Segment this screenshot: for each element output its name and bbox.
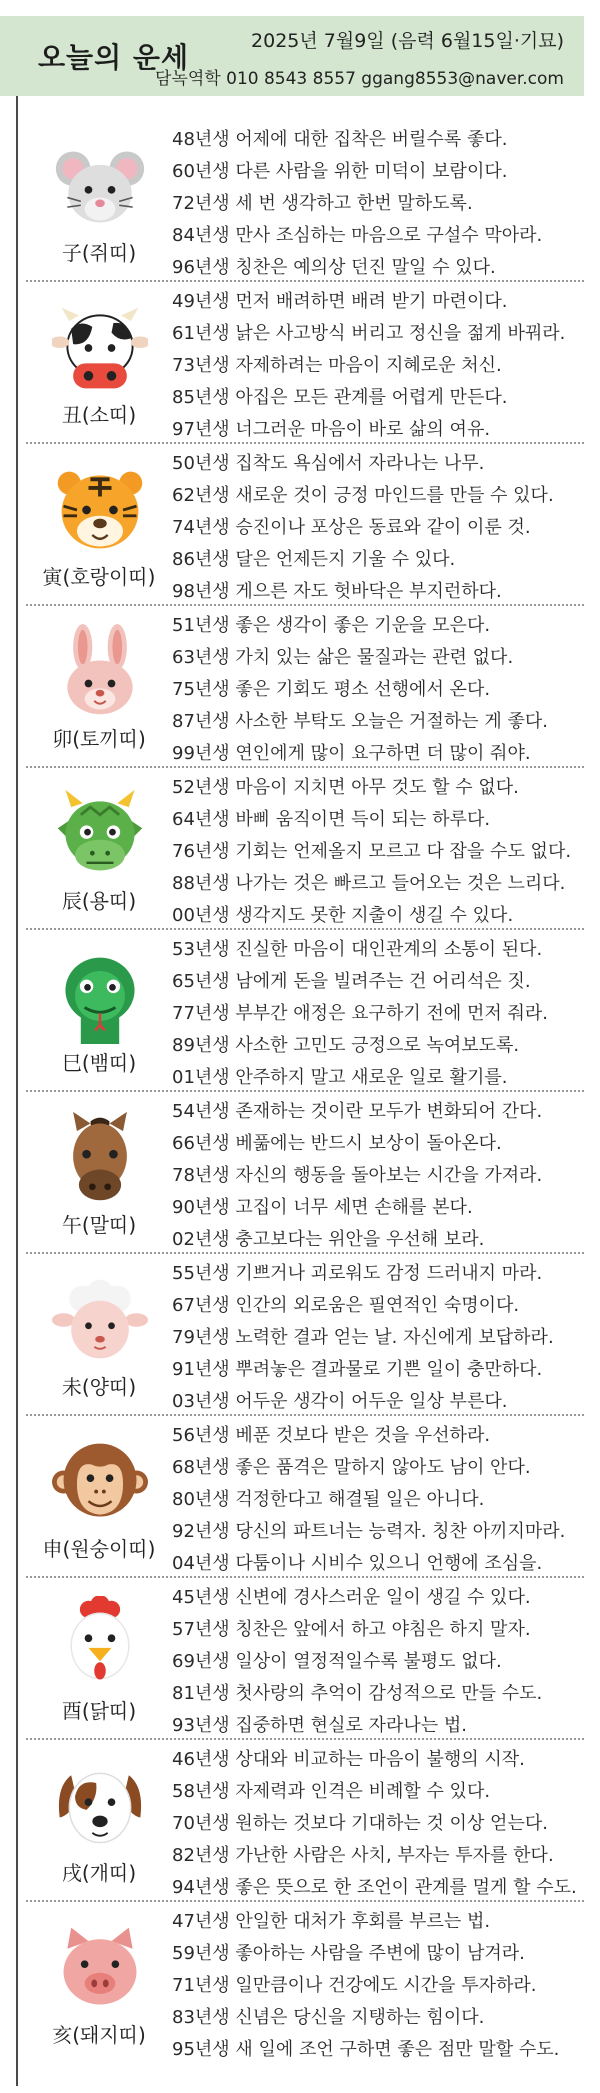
fortune-line: 92년생 당신의 파트너는 능력자. 칭찬 아끼지마라. (172, 1521, 566, 1542)
zodiac-section (0, 1578, 600, 1740)
fortune-line: 75년생 좋은 기회도 평소 선행에서 온다. (172, 679, 491, 700)
rabbit-icon (52, 624, 148, 720)
fortune-line: 62년생 새로운 것이 긍정 마인드를 만들 수 있다. (172, 485, 554, 506)
pig-icon (52, 1920, 148, 2016)
fortune-line: 67년생 인간의 외로움은 필연적인 숙명이다. (172, 1295, 520, 1316)
zodiac-section (0, 1254, 600, 1416)
fortune-line: 60년생 다른 사람을 위한 미덕이 보람이다. (172, 161, 508, 182)
zodiac-label: 酉(닭띠) (61, 1699, 137, 1723)
fortune-lines (172, 610, 582, 770)
fortune-line: 59년생 좋아하는 사람을 주변에 많이 남겨라. (172, 1943, 525, 1964)
tiger-icon (52, 462, 148, 558)
fortune-lines (172, 1420, 582, 1580)
fortune-line: 76년생 기회는 언제올지 모르고 다 잡을 수도 없다. (172, 841, 572, 862)
fortune-line: 56년생 베푼 것보다 받은 것을 우선하라. (172, 1425, 491, 1446)
fortune-line: 97년생 너그러운 마음이 바로 삶의 여유. (172, 419, 491, 440)
fortune-line: 63년생 가치 있는 삶은 물질과는 관련 없다. (172, 647, 514, 668)
zodiac-section (0, 1092, 600, 1254)
contact-line: 담녹역학 010 8543 8557 ggang8553@naver.com (155, 69, 564, 89)
zodiac-list (0, 120, 600, 2064)
ox-icon (52, 300, 148, 396)
fortune-lines (172, 448, 582, 608)
horse-icon (52, 1110, 148, 1206)
fortune-line: 72년생 세 번 생각하고 한번 말하도록. (172, 193, 473, 214)
fortune-line: 82년생 가난한 사람은 사치, 부자는 투자를 한다. (172, 1845, 554, 1866)
fortune-lines (172, 1906, 582, 2066)
fortune-line: 45년생 신변에 경사스러운 일이 생길 수 있다. (172, 1587, 531, 1608)
fortune-line: 57년생 칭찬은 앞에서 하고 야침은 하지 말자. (172, 1619, 531, 1640)
fortune-line: 90년생 고집이 너무 세면 손해를 본다. (172, 1197, 473, 1218)
fortune-line: 84년생 만사 조심하는 마음으로 구설수 막아라. (172, 225, 543, 246)
fortune-line: 64년생 바삐 움직이면 득이 되는 하루다. (172, 809, 491, 830)
zodiac-label: 巳(뱀띠) (61, 1051, 137, 1075)
fortune-lines (172, 934, 582, 1094)
sheep-icon (52, 1272, 148, 1368)
fortune-lines (172, 772, 582, 932)
monkey-icon (52, 1434, 148, 1530)
fortune-line: 54년생 존재하는 것이란 모두가 변화되어 간다. (172, 1101, 543, 1122)
fortune-line: 73년생 자제하려는 마음이 지혜로운 처신. (172, 355, 502, 376)
zodiac-label: 寅(호랑이띠) (42, 565, 156, 589)
fortune-line: 95년생 새 일에 조언 구하면 좋은 점만 말할 수도. (172, 2039, 560, 2060)
header-banner (0, 16, 584, 96)
fortune-line: 53년생 진실한 마음이 대인관계의 소통이 된다. (172, 939, 543, 960)
fortune-line: 49년생 먼저 배려하면 배려 받기 마련이다. (172, 291, 508, 312)
zodiac-section (0, 1416, 600, 1578)
fortune-line: 61년생 낡은 사고방식 버리고 정신을 젊게 바꿔라. (172, 323, 566, 344)
date-line: 2025년 7월9일 (음력 6월15일·기묘) (251, 30, 564, 52)
fortune-line: 65년생 남에게 돈을 빌려주는 건 어리석은 짓. (172, 971, 531, 992)
fortune-line: 99년생 연인에게 많이 요구하면 더 많이 줘야. (172, 743, 531, 764)
fortune-line: 58년생 자제력과 인격은 비례할 수 있다. (172, 1781, 491, 1802)
fortune-line: 86년생 달은 언제든지 기울 수 있다. (172, 549, 456, 570)
zodiac-label: 未(양띠) (61, 1375, 137, 1399)
fortune-lines (172, 1096, 582, 1256)
fortune-lines (172, 286, 582, 446)
zodiac-label: 申(원숭이띠) (42, 1537, 156, 1561)
fortune-line: 71년생 일만큼이나 건강에도 시간을 투자하라. (172, 1975, 537, 1996)
zodiac-label: 戌(개띠) (61, 1861, 137, 1885)
fortune-line: 52년생 마음이 지치면 아무 것도 할 수 없다. (172, 777, 519, 798)
fortune-line: 00년생 생각지도 못한 지출이 생길 수 있다. (172, 905, 514, 926)
fortune-line: 83년생 신념은 당신을 지탱하는 힘이다. (172, 2007, 485, 2028)
page-title: 오늘의 운세 (38, 41, 189, 74)
fortune-line: 96년생 칭찬은 예의상 던진 말일 수 있다. (172, 257, 496, 278)
fortune-line: 46년생 상대와 비교하는 마음이 불행의 시작. (172, 1749, 525, 1770)
snake-icon (52, 948, 148, 1044)
zodiac-section (0, 768, 600, 930)
fortune-line: 87년생 사소한 부탁도 오늘은 거절하는 게 좋다. (172, 711, 548, 732)
zodiac-section (0, 282, 600, 444)
fortune-line: 79년생 노력한 결과 얻는 날. 자신에게 보답하라. (172, 1327, 554, 1348)
fortune-line: 91년생 뿌려놓은 결과물로 기쁜 일이 충만하다. (172, 1359, 543, 1380)
fortune-line: 51년생 좋은 생각이 좋은 기운을 모은다. (172, 615, 491, 636)
fortune-line: 01년생 안주하지 말고 새로운 일로 활기를. (172, 1067, 508, 1088)
fortune-line: 68년생 좋은 품격은 말하지 않아도 남이 안다. (172, 1457, 531, 1478)
zodiac-label: 卯(토끼띠) (52, 727, 146, 751)
fortune-line: 98년생 게으른 자도 헛바닥은 부지런하다. (172, 581, 502, 602)
rooster-icon (52, 1596, 148, 1692)
fortune-line: 69년생 일상이 열정적일수록 불평도 없다. (172, 1651, 502, 1672)
fortune-line: 89년생 사소한 고민도 긍정으로 녹여보도록. (172, 1035, 520, 1056)
fortune-lines (172, 1582, 582, 1742)
fortune-line: 81년생 첫사랑의 추억이 감성적으로 만들 수도. (172, 1683, 543, 1704)
fortune-line: 66년생 베풂에는 반드시 보상이 돌아온다. (172, 1133, 502, 1154)
zodiac-label: 辰(용띠) (61, 889, 137, 913)
fortune-line: 93년생 집중하면 현실로 자라나는 법. (172, 1715, 467, 1736)
dog-icon (52, 1758, 148, 1854)
zodiac-label: 亥(돼지띠) (52, 2023, 146, 2047)
zodiac-label: 午(말띠) (61, 1213, 137, 1237)
fortune-line: 02년생 충고보다는 위안을 우선해 보라. (172, 1229, 485, 1250)
fortune-line: 94년생 좋은 뜻으로 한 조언이 관계를 멀게 할 수도. (172, 1877, 577, 1898)
fortune-lines (172, 124, 582, 284)
fortune-line: 80년생 걱정한다고 해결될 일은 아니다. (172, 1489, 485, 1510)
fortune-line: 50년생 집착도 욕심에서 자라나는 나무. (172, 453, 485, 474)
fortune-line: 48년생 어제에 대한 집착은 버릴수록 좋다. (172, 129, 508, 150)
fortune-line: 78년생 자신의 행동을 돌아보는 시간을 가져라. (172, 1165, 543, 1186)
fortune-line: 04년생 다툼이나 시비수 있으니 언행에 조심을. (172, 1553, 543, 1574)
fortune-line: 47년생 안일한 대처가 후회를 부르는 법. (172, 1911, 491, 1932)
zodiac-section (0, 444, 600, 606)
fortune-line: 74년생 승진이나 포상은 동료와 같이 이룬 것. (172, 517, 531, 538)
zodiac-label: 子(쥐띠) (61, 241, 137, 265)
zodiac-section (0, 120, 600, 282)
fortune-line: 70년생 원하는 것보다 기대하는 것 이상 얻는다. (172, 1813, 548, 1834)
fortune-line: 03년생 어두운 생각이 어두운 일상 부른다. (172, 1391, 508, 1412)
fortune-line: 88년생 나가는 것은 빠르고 들어오는 것은 느리다. (172, 873, 566, 894)
fortune-line: 55년생 기쁘거나 괴로워도 감정 드러내지 마라. (172, 1263, 543, 1284)
fortune-lines (172, 1744, 582, 1904)
rat-icon (52, 138, 148, 234)
dragon-icon (52, 786, 148, 882)
zodiac-label: 丑(소띠) (61, 403, 137, 427)
fortune-line: 77년생 부부간 애정은 요구하기 전에 먼저 줘라. (172, 1003, 548, 1024)
zodiac-section (0, 1740, 600, 1902)
zodiac-section (0, 606, 600, 768)
fortune-lines (172, 1258, 582, 1418)
fortune-line: 85년생 아집은 모든 관계를 어렵게 만든다. (172, 387, 508, 408)
zodiac-section (0, 1902, 600, 2064)
zodiac-section (0, 930, 600, 1092)
